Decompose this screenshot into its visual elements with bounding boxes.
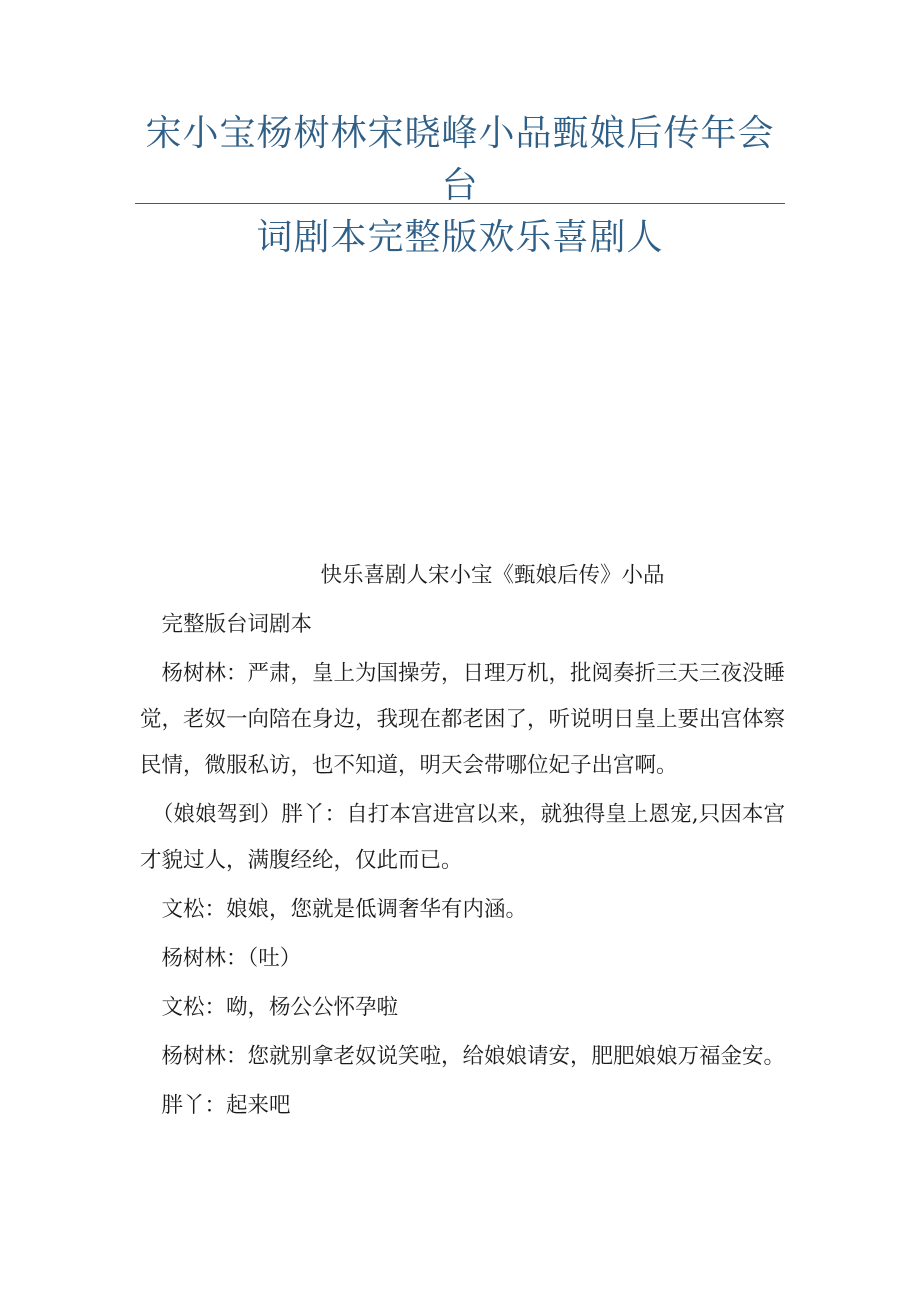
paragraph: 完整版台词剧本	[161, 612, 313, 637]
paragraph: 文松：娘娘，您就是低调奢华有内涵。	[161, 897, 528, 922]
paragraph: 杨树林：严肃，皇上为国操劳，日理万机，批阅奏折三天三夜没睡觉，老奴一向陪在身边，我现在都老困了，听说明日皇上要出宫体察民情，微服私访，也不知道，明天会带哪位妃子出宫啊。	[140, 661, 786, 778]
paragraph: （娘娘驾到）胖丫：自打本宫进宫以来，就独得皇上恩宠,只因本宫才貌过人，满腹经纶，仅此而已。	[140, 802, 785, 873]
document-title-line-1: 宋小宝杨树林宋晓峰小品甄娘后传年会台	[145, 113, 775, 206]
paragraph: 杨树林：您就别拿老奴说笑啦，给娘娘请安，肥肥娘娘万福金安。	[161, 1044, 786, 1069]
paragraph: 杨树林：（吐）	[161, 946, 302, 971]
document-title	[135, 108, 785, 264]
paragraph: 胖丫：起来吧	[161, 1093, 291, 1118]
document-title-line-2: 词剧本完整版欢乐喜剧人	[256, 217, 664, 258]
document-body	[140, 553, 785, 1132]
script-subtitle: 快乐喜剧人宋小宝《甄娘后传》小品	[320, 563, 665, 588]
paragraph: 文松：呦，杨公公怀孕啦	[161, 995, 399, 1020]
title-underline	[135, 203, 785, 204]
